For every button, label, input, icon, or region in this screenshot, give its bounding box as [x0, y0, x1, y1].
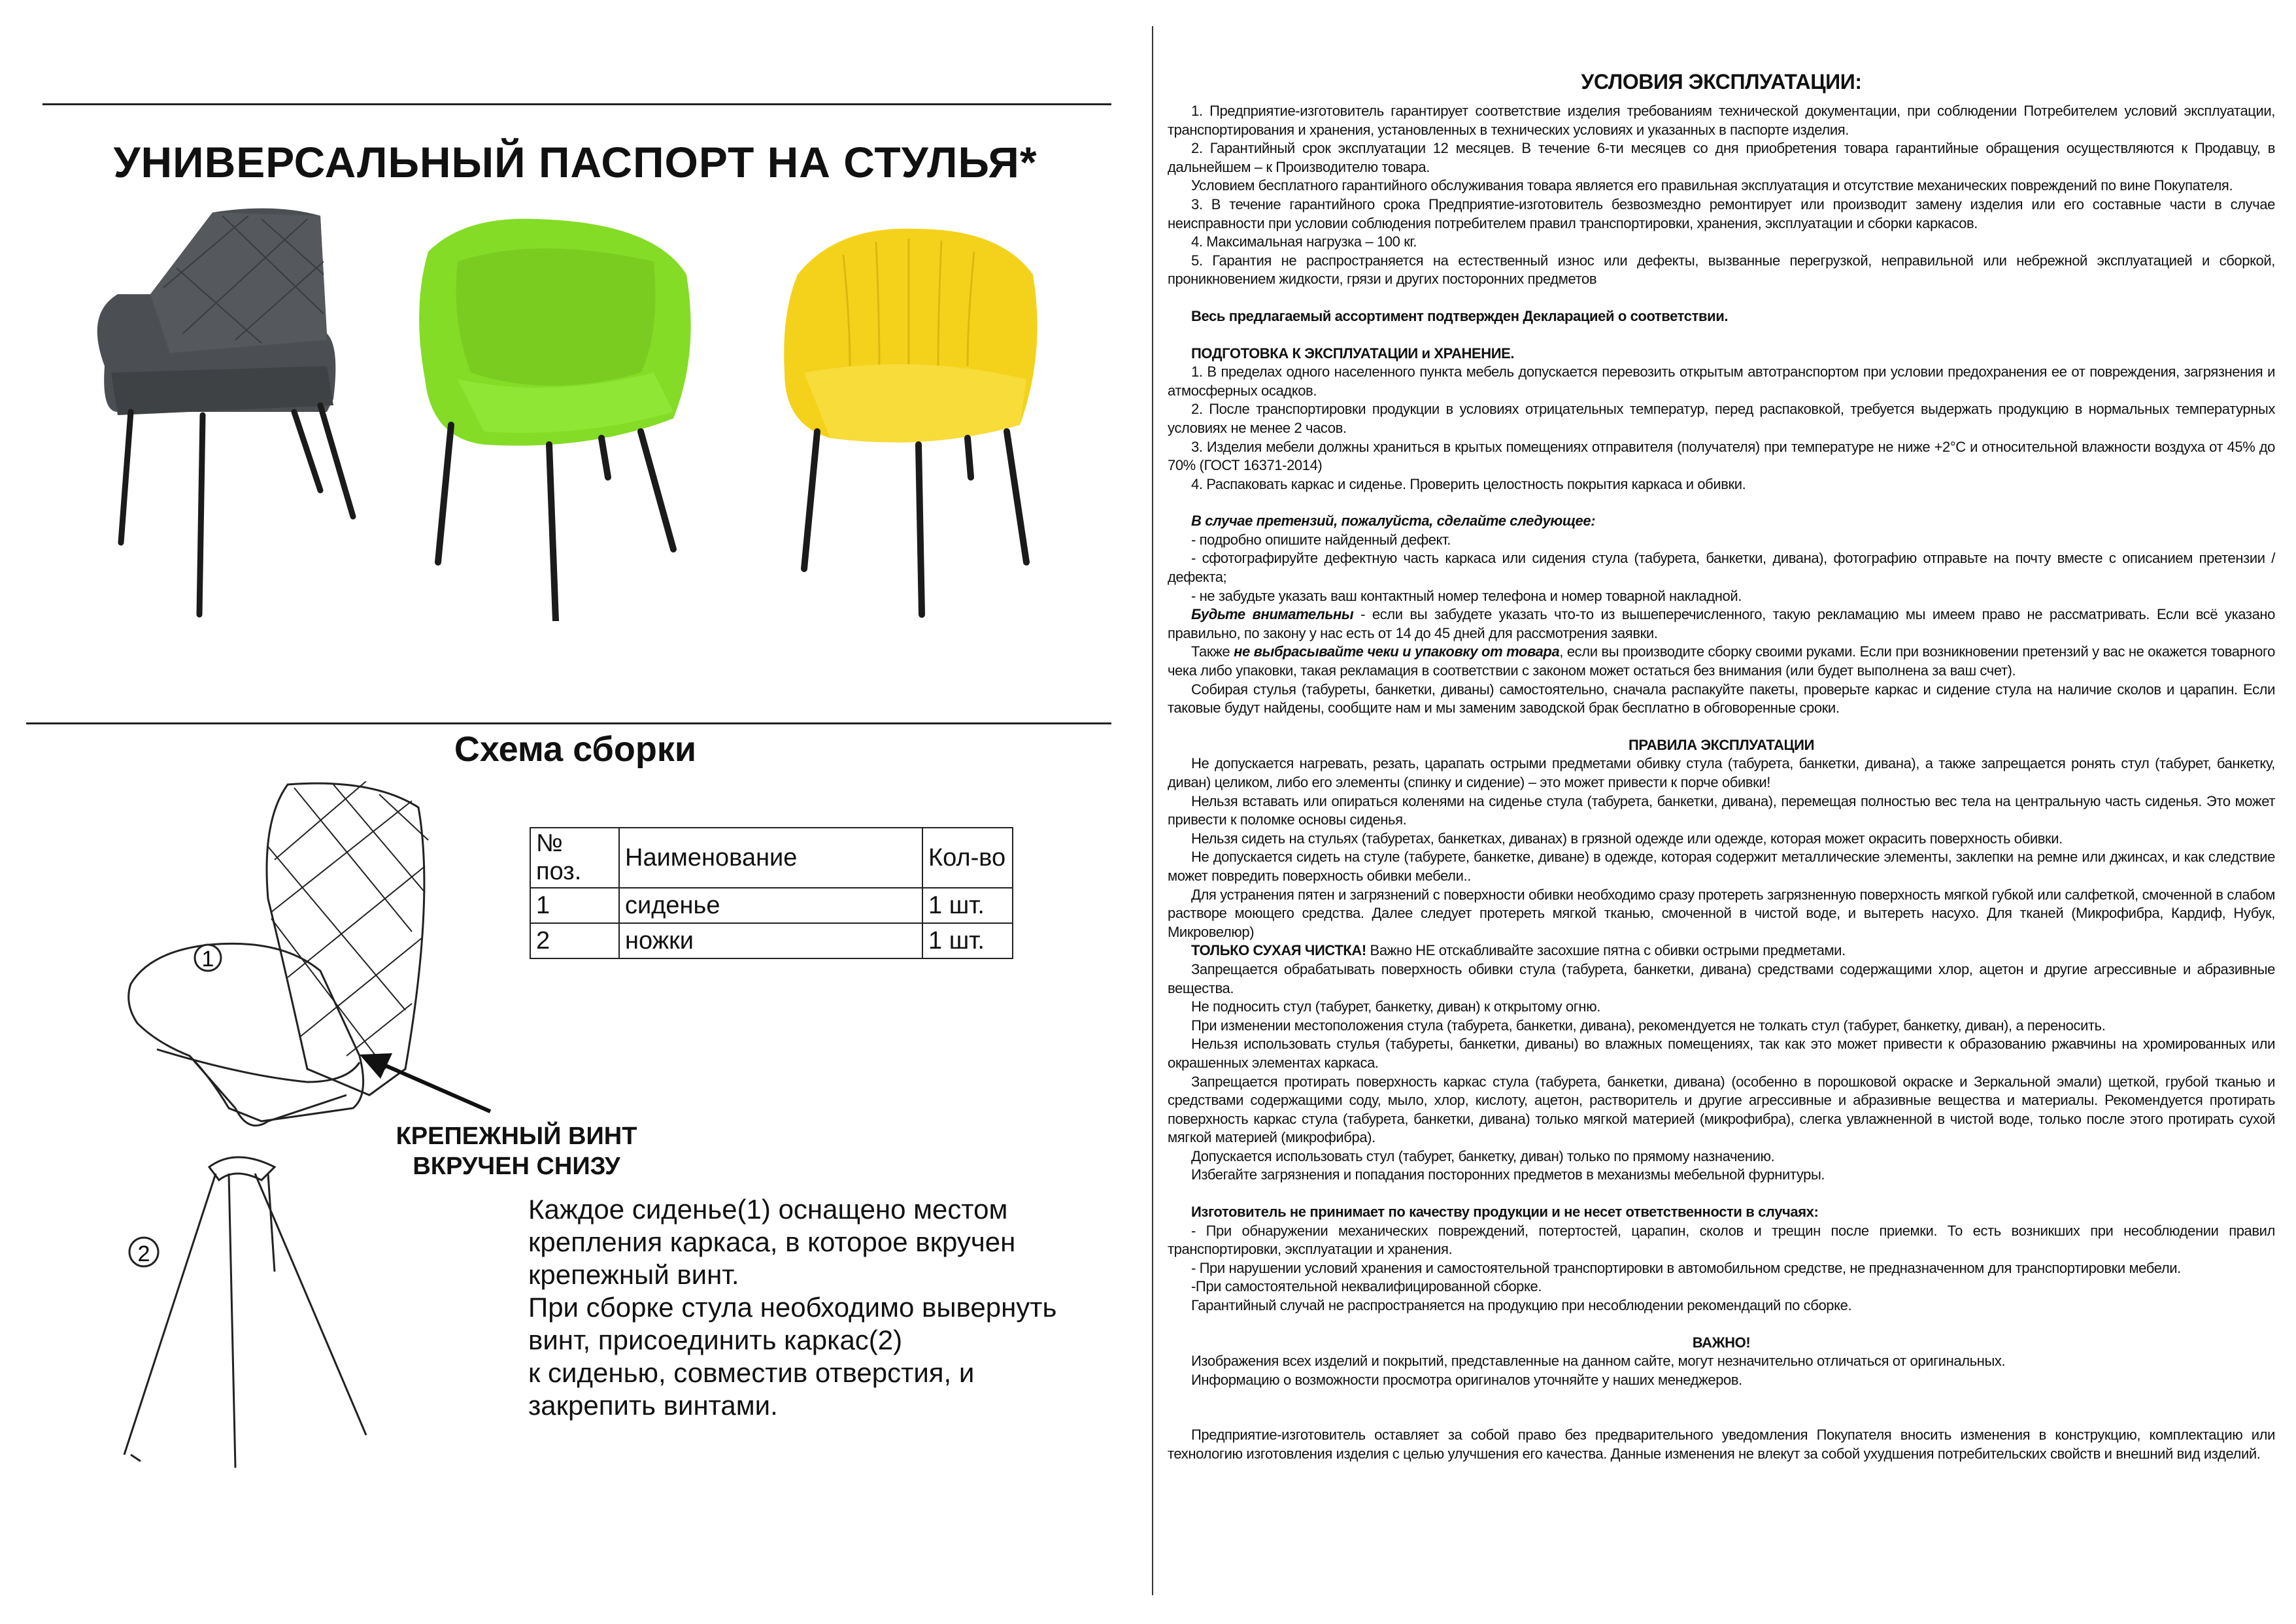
paragraph [1168, 400, 2275, 437]
paragraph [1168, 512, 2275, 531]
callout-label-2: 2 [137, 1242, 150, 1266]
paragraph [1168, 363, 2275, 400]
paragraph-text: Нельзя сидеть на стульях (табуретах, банкетках, диванах) в грязной одежде или одежде, которая может окрасить поверхность обивки. [1191, 830, 2063, 847]
paragraph-text: Будьте внимательны [1191, 606, 1354, 623]
paragraph [1168, 792, 2275, 830]
paragraph [1168, 736, 2275, 755]
screw-label [366, 1121, 667, 1181]
paragraph-text: Не допускается нагревать, резать, царапать острыми предметами обивку стула (табурета, банкетки, дивана), а также запрещается ронять стул (табурет, банкетку, диван) целиком, либо его элементы (спинку и сидение) – это может привести к порче обивки! [1168, 755, 2275, 790]
paragraph-text: Для устранения пятен и загрязнений с поверхности обивки необходимо сразу протереть загрязненную поверхность мягкой губкой или салфеткой, смоченной в слабом растворе моющего средства. Далее следует протереть мягкой тканью, смоченной в чистой воде, и вытереть насухо. Для тканей (Микрофибра, Кардиф, Нубук, Микровелюр) [1168, 886, 2275, 940]
paragraph [1168, 605, 2275, 643]
paragraph-text: Избегайте загрязнения и попадания посторонних предметов в механизмы мебельной фурнитуры. [1191, 1166, 1825, 1183]
paragraph [1168, 848, 2275, 885]
paragraph-text: - если вы забудете указать что-то из вышеперечисленного, такую рекламацию мы имеем право не рассматривать. Если всё указано правильно, по закону у нас есть от 14 до 45 дней для рассмотрения заявки. [1168, 606, 2276, 641]
paragraph-text: 1. Предприятие-изготовитель гарантирует соответствие изделия требованиям технической документации, при соблюдении Потребителем условий эксплуатации, транспортирования и хранения, установленных в технических условиях и указанных в паспорте изделия. [1168, 103, 2275, 138]
header-name: Наименование [619, 828, 922, 888]
screw-label-line: ВКРУЧЕН СНИЗУ [413, 1153, 620, 1180]
paragraph-text: В случае претензий, пожалуйста, сделайте следующее: [1191, 513, 1596, 530]
header-quantity: Кол-во [922, 828, 1013, 888]
paragraph-text: Гарантийный случай не распространяется на продукцию при несоблюдении рекомендаций по сборке. [1191, 1297, 1852, 1314]
paragraph-text: - сфотографируйте дефектную часть каркаса или сидения стула (табурета, банкетки, дивана), фотографию отправьте на почту вместе с описанием претензии / дефекта; [1168, 550, 2275, 586]
paragraph [1168, 139, 2275, 177]
instruction-line: крепления каркаса, в которое вкручен [528, 1226, 1016, 1257]
paragraph [1168, 754, 2275, 792]
paragraph [1168, 1371, 2275, 1390]
cell-quantity: 1 шт. [922, 923, 1013, 958]
parts-table-header [530, 828, 1013, 888]
cell-name: ножки [619, 923, 922, 958]
page-divider [1152, 26, 1153, 1595]
paragraph [1168, 1035, 2275, 1072]
paragraph-text: Изготовитель не принимает по качеству продукции и не несет ответственности в случаях: [1191, 1204, 1819, 1221]
chair-photo-yellow [784, 229, 1038, 615]
screw-label-line: КРЕПЕЖНЫЙ ВИНТ [396, 1123, 637, 1150]
paragraph-text: Условием бесплатного гарантийного обслуживания товара является его правильная эксплуатация и отсутствие механических повреждений по вине Покупателя. [1191, 177, 2233, 194]
paragraph-text: Не подносить стул (табурет, банкетку, диван) к открытому огню. [1191, 998, 1600, 1015]
paragraph-text: Предприятие-изготовитель оставляет за собой право без предварительного уведомления Покупателя вносить изменения в конструкцию, комплектацию или технологию изготовления изделия с целью улучшения его качества. Данные изменения не влекут за собой ухудшения потребительских свойств и внешний вид изделий. [1168, 1427, 2275, 1462]
paragraph-text: Нельзя использовать стулья (табуреты, банкетки, диваны) во влажных помещениях, так как это может привести к образованию ржавчины на хромированных или окрашенных элементах каркаса. [1168, 1036, 2275, 1071]
paragraph [1168, 1147, 2275, 1166]
paragraph [1168, 998, 2275, 1017]
paragraph [1168, 233, 2275, 252]
paragraph-text: -При самостоятельной неквалифицированной сборке. [1191, 1278, 1542, 1295]
paragraph [1168, 102, 2275, 139]
paragraph [1168, 1166, 2275, 1185]
paragraph [1168, 1259, 2275, 1278]
paragraph-text: 3. Изделия мебели должны храниться в крытых помещениях отправителя (получателя) при температуре не ниже +2°С и относительной влажности воздуха от 45% до 70% (ГОСТ 16371-2014) [1168, 438, 2275, 474]
paragraph [1168, 195, 2275, 233]
paragraph [1168, 886, 2275, 942]
instruction-line: винт, присоединить каркас(2) [528, 1325, 903, 1355]
paragraph-text: не выбрасывайте чеки и упаковку от товара [1234, 643, 1560, 660]
paragraph [1168, 1017, 2275, 1036]
paragraph-text: Нельзя вставать или опираться коленями на сиденье стула (табурета, банкетки, дивана), перемещая полностью вес тела на центральную часть сиденья. Это может привести к поломке основы сиденья. [1168, 792, 2275, 828]
paragraph-text: 4. Максимальная нагрузка – 100 кг. [1191, 233, 1417, 250]
cell-name: сиденье [619, 888, 922, 923]
paragraph-text: - не забудьте указать ваш контактный номер телефона и номер товарной накладной. [1191, 587, 1742, 604]
paragraph [1168, 941, 2275, 960]
paragraph [1168, 1277, 2275, 1296]
paragraph [1168, 307, 2275, 326]
chair-photo-green [419, 219, 691, 621]
paragraph [1168, 587, 2275, 606]
paragraph [1168, 177, 2275, 195]
cell-position: 2 [530, 923, 619, 958]
cell-position: 1 [530, 888, 619, 923]
paragraph [1168, 65, 2275, 98]
paragraph [1168, 643, 2275, 680]
paragraph [1168, 830, 2275, 849]
chair-photos [65, 203, 1111, 621]
paragraph-text: - При обнаружении механических повреждений, потертостей, царапин, сколов и трещин после приемки. То есть возникших при несоблюдении правил транспортировки, эксплуатации и хранения. [1168, 1222, 2275, 1258]
paragraph [1168, 1426, 2275, 1463]
top-divider [42, 103, 1111, 105]
diagram-legs [124, 1174, 366, 1468]
paragraph-text: 1. В пределах одного населенного пункта мебель допускается перевозить открытым автотранспортом при условии предохранения ее от повреждения, загрязнения и атмосферных осадков. [1168, 364, 2275, 399]
paragraph-text: , если вы производите сборку своими руками. Если при возникновении претензий у вас не окажется товарного чека либо упаковки, такая рекламация в соответствии с законом может остаться без внимания (или будет выполнена за ваш счет). [1168, 643, 2275, 679]
paragraph-text: Допускается использовать стул (табурет, банкетку, диван) только по прямому назначению. [1191, 1147, 1775, 1164]
paragraph-text: УСЛОВИЯ ЭКСПЛУАТАЦИИ: [1581, 70, 1862, 93]
paragraph [1168, 549, 2275, 586]
table-row [530, 888, 1013, 923]
paragraph [1168, 1073, 2275, 1147]
paragraph-text: При изменении местоположения стула (табурета, банкетки, дивана), рекомендуется не толкать стул (табурет, банкетку, диван), а переносить. [1191, 1017, 2106, 1034]
paragraph [1168, 252, 2275, 289]
paragraph-text: Также [1191, 643, 1234, 660]
paragraph [1168, 1352, 2275, 1371]
paragraph [1168, 475, 2275, 494]
paragraph-text: Важно НЕ отскабливайте засохшие пятна с обивки острыми предметами. [1366, 942, 1846, 959]
paragraph [1168, 681, 2275, 718]
paragraph [1168, 1222, 2275, 1259]
paragraph-text: Информацию о возможности просмотра оригиналов уточняйте у наших менеджеров. [1191, 1371, 1742, 1388]
instruction-line: крепежный винт. [528, 1259, 739, 1290]
paragraph-text: 3. В течение гарантийного срока Предприятие-изготовитель безвозмездно ремонтирует или производит замену изделия или его составные части в случае неисправности при условии соблюдения потребителем правил транспортировки, хранения, эксплуатации и сборки каркасов. [1168, 195, 2275, 231]
paragraph [1168, 960, 2275, 998]
paragraph [1168, 438, 2275, 475]
chair-photo-dark-grey [97, 209, 353, 615]
cell-quantity: 1 шт. [922, 888, 1013, 923]
paragraph-text: Весь предлагаемый ассортимент подтвержден Декларацией о соответствии. [1191, 307, 1729, 324]
callout-label-1: 1 [201, 947, 214, 972]
paragraph-text: - При нарушении условий хранения и самостоятельной транспортировки в автомобильном средстве, не предназначенном для транспортировки мебели. [1191, 1259, 2181, 1276]
instruction-line: Каждое сиденье(1) оснащено местом [528, 1194, 1008, 1225]
schema-title: Схема сборки [454, 730, 697, 769]
paragraph-text: - подробно опишите найденный дефект. [1191, 531, 1451, 548]
paragraph-text: 2. После транспортировки продукции в условиях отрицательных температур, перед распаковкой, требуется выдержать продукцию в нормальных температурных условиях не менее 2 часов. [1168, 401, 2275, 436]
paragraph [1168, 345, 2275, 364]
instruction-line: При сборке стула необходимо вывернуть [528, 1292, 1057, 1323]
paragraph [1168, 531, 2275, 550]
paragraph [1168, 1203, 2275, 1222]
paragraph-text: Изображения всех изделий и покрытий, представленные на данном сайте, могут незначительно отличаться от оригинальных. [1191, 1353, 2006, 1370]
paragraph [1168, 1334, 2275, 1353]
paragraph-text: ПОДГОТОВКА К ЭКСПЛУАТАЦИИ и ХРАНЕНИЕ. [1191, 345, 1515, 362]
paragraph-text: 4. Распаковать каркас и сиденье. Проверить целостность покрытия каркаса и обивки. [1191, 475, 1746, 492]
arrow-icon [360, 1053, 490, 1111]
operating-conditions [1168, 65, 2275, 1464]
paragraph-text: 5. Гарантия не распространяется на естественный износ или дефекты, вызванные перегрузкой, неправильной или небрежной эксплуатацией и сборкой, проникновением жидкости, грязи и других посторонних предметов [1168, 252, 2275, 288]
middle-divider [26, 722, 1111, 724]
table-row [530, 923, 1013, 958]
instruction-line: закрепить винтами. [528, 1390, 778, 1421]
paragraph-text: Запрещается протирать поверхность каркас стула (табурета, банкетки, дивана) (особенно в порошковой окраске и Зеркальной эмали) щеткой, грубой тканью и средствами содержащими соду, мыло, хлор, кислоту, ацетон, растворитель и другие агрессивные и абразивные вещества и материалы. Рекомендуется протирать поверхность каркас стула (табурета, банкетки, дивана) только мягкой материей (микрофибра), слегка увлажненной в чистой воде, только после этого протирать сухой мягкой материей (микрофибра). [1168, 1073, 2275, 1146]
parts-table [530, 827, 1013, 959]
paragraph-text: ПРАВИЛА ЭКСПЛУАТАЦИИ [1629, 736, 1814, 753]
paragraph-text: 2. Гарантийный срок эксплуатации 12 месяцев. В течение 6-ти месяцев со дня приобретения товара гарантийные обращения осуществляются к Продавцу, в дальнейшем – к Производителю товара. [1168, 140, 2275, 175]
paragraph-text: ТОЛЬКО СУХАЯ ЧИСТКА! [1191, 942, 1366, 959]
paragraph-text: Собирая стулья (табуреты, банкетки, диваны) самостоятельно, сначала распакуйте пакеты, проверьте каркас и сидение стула на наличие сколов и царапин. Если таковые будут найдены, сообщите нам и мы заменим заводской брак бесплатно в обговоренные сроки. [1168, 681, 2275, 717]
diagram-seat [129, 943, 363, 1121]
paragraph [1168, 1296, 2275, 1315]
paragraph-text: Запрещается обрабатывать поверхность обивки стула (табурета, банкетки, дивана) средствами содержащими хлор, ацетон и другие агрессивные и абразивные вещества. [1168, 960, 2275, 996]
paragraph-text: Не допускается сидеть на стуле (табурете, банкетке, диване) в одежде, которая содержит металлические элементы, заклепки на ремне или джинсах, и как следствие может повредить поверхность обивки мебели.. [1168, 849, 2275, 884]
assembly-instructions [528, 1193, 1149, 1422]
paragraph-text: ВАЖНО! [1692, 1334, 1751, 1351]
instruction-line: к сиденью, совместив отверстия, и [528, 1357, 975, 1388]
header-position: № поз. [530, 828, 619, 888]
page-title: УНИВЕРСАЛЬНЫЙ ПАСПОРТ НА СТУЛЬЯ* [113, 138, 1038, 186]
